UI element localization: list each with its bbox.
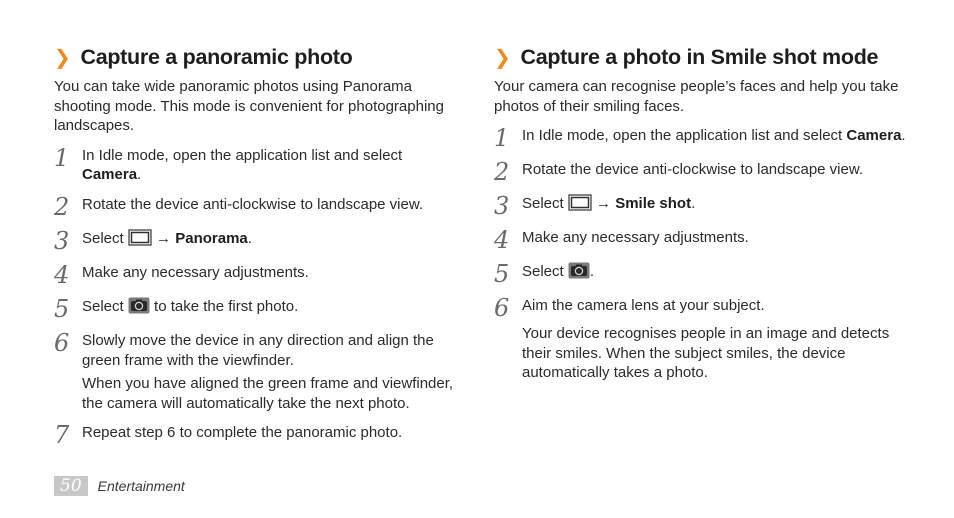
step: [54, 192, 464, 221]
section-title-smile-shot: ❯ Capture a photo in Smile shot mode: [494, 45, 879, 69]
step-number: 3: [494, 192, 510, 221]
step-text: Select → Smile shot.: [522, 195, 696, 213]
step: [54, 226, 464, 255]
camera-icon: [568, 262, 590, 279]
step: [494, 158, 914, 187]
step-number: 5: [494, 260, 510, 289]
step-text: Select to take the first photo.: [82, 297, 299, 315]
mode-box-icon: [568, 194, 592, 211]
footer-section-name: Entertainment: [97, 478, 185, 494]
step-text: Select .: [522, 263, 595, 281]
right-column: [494, 44, 914, 383]
step-text: Rotate the device anti-clockwise to landscape view.: [522, 161, 864, 179]
step: [494, 124, 914, 153]
page-footer: [54, 476, 185, 496]
mode-box-icon: [128, 229, 152, 246]
step-number: 6: [494, 294, 510, 323]
step-note: Your device recognises people in an image and detects their smiles. When the subject smiles, the device automatically takes a photo.: [522, 325, 890, 382]
step-text: Make any necessary adjustments.: [82, 263, 309, 281]
step-note: When you have aligned the green frame and viewfinder, the camera will automatically take the next photo.: [82, 375, 454, 412]
step: [494, 192, 914, 221]
section-title-panorama: ❯ Capture a panoramic photo: [54, 45, 353, 69]
step: [494, 226, 914, 255]
step-text: Aim the camera lens at your subject.: [522, 297, 765, 315]
step-number: 4: [54, 260, 70, 289]
step: [54, 328, 464, 370]
chevron-right-icon: ❯: [54, 47, 71, 69]
section-intro: You can take wide panoramic photos using Panorama shooting mode. This mode is convenient for photographing landscapes.: [54, 78, 444, 135]
left-column: [54, 44, 464, 450]
step-number: 1: [494, 124, 510, 153]
step: [54, 260, 464, 289]
step-text: Select → Panorama.: [82, 229, 252, 247]
section-intro: Your camera can recognise people’s faces and help you take photos of their smiling faces.: [494, 78, 899, 115]
step: [54, 421, 464, 450]
step-number: 7: [54, 421, 70, 450]
step-text: Rotate the device anti-clockwise to landscape view.: [82, 195, 424, 213]
step-number: 4: [494, 226, 510, 255]
step-text: Repeat step 6 to complete the panoramic photo.: [82, 424, 403, 442]
step: [494, 260, 914, 289]
step-text: In Idle mode, open the application list and select Camera.: [522, 127, 906, 145]
step-number: 3: [54, 226, 70, 255]
step-text: Slowly move the device in any direction and align the green frame with the viewfinder.: [82, 331, 434, 369]
step: [54, 143, 464, 185]
step-number: 6: [54, 328, 70, 357]
step-text: In Idle mode, open the application list and select Camera.: [82, 146, 403, 184]
chevron-right-icon: ❯: [494, 47, 511, 69]
step: [54, 294, 464, 323]
camera-icon: [128, 297, 150, 314]
page-number: 50: [54, 476, 88, 496]
step-number: 2: [494, 158, 510, 187]
step: [494, 294, 914, 323]
step-number: 1: [54, 143, 70, 172]
step-number: 2: [54, 192, 70, 221]
step-number: 5: [54, 294, 70, 323]
step-text: Make any necessary adjustments.: [522, 229, 749, 247]
